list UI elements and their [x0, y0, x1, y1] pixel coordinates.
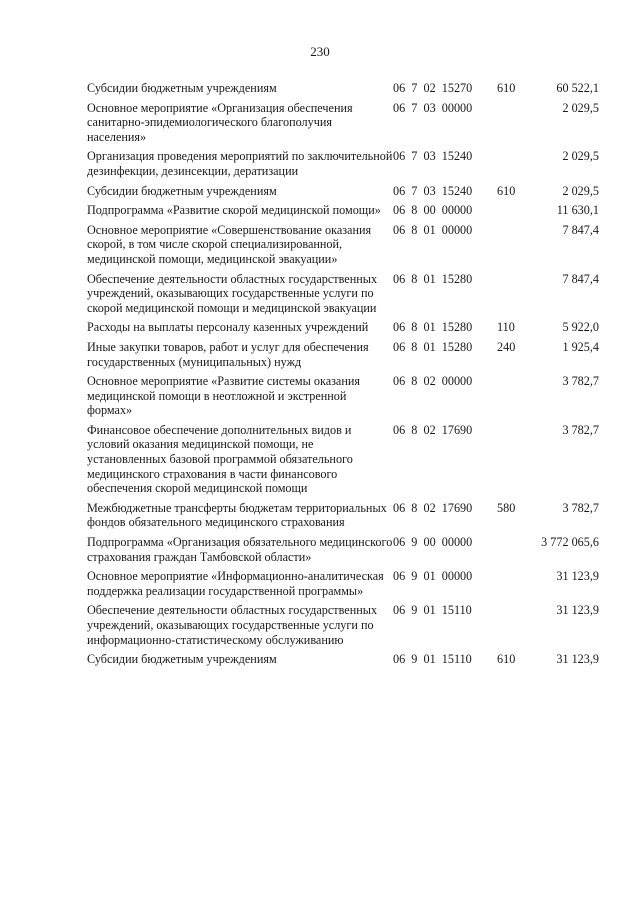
row-name: Основное мероприятие «Развитие системы оказания медицинской помощи в неотложной и экстренной формах» — [87, 374, 360, 418]
row-name: Субсидии бюджетным учреждениям — [87, 652, 277, 667]
row-code: 06 8 00 00000 — [393, 203, 473, 218]
table-row — [87, 320, 599, 335]
row-amount: 3 782,7 — [562, 374, 599, 389]
row-expense-type: 240 — [497, 339, 516, 354]
row-code: 06 7 03 00000 — [393, 100, 473, 115]
row-code: 06 9 00 00000 — [393, 535, 473, 550]
row-code: 06 8 02 00000 — [393, 374, 473, 389]
table-row — [87, 149, 599, 178]
row-code: 06 8 02 17690 — [393, 500, 473, 515]
row-amount: 2 029,5 — [562, 100, 599, 115]
budget-table — [87, 81, 599, 667]
row-code: 06 8 01 15280 — [393, 320, 473, 335]
row-amount: 3 782,7 — [562, 500, 599, 515]
row-expense-type: 610 — [497, 81, 516, 95]
row-amount: 2 029,5 — [562, 183, 599, 198]
row-name: Основное мероприятие «Организация обеспечения санитарно-эпидемиологического благополучия населения» — [87, 100, 353, 144]
row-expense-type — [497, 535, 537, 564]
row-expense-type — [497, 101, 537, 145]
row-code: 06 9 01 15110 — [393, 603, 472, 618]
table-row — [87, 374, 599, 418]
row-expense-type — [497, 603, 537, 647]
row-name: Расходы на выплаты персоналу казенных учреждений — [87, 320, 369, 335]
row-expense-type — [497, 149, 537, 178]
row-code: 06 7 03 15240 — [393, 183, 473, 198]
row-name: Субсидии бюджетным учреждениям — [87, 81, 277, 95]
row-amount: 2 029,5 — [562, 149, 599, 164]
row-expense-type — [497, 203, 537, 218]
budget-table-body — [87, 81, 599, 667]
table-row — [87, 272, 599, 316]
row-expense-type — [497, 374, 537, 418]
row-amount: 31 123,9 — [556, 603, 599, 618]
table-row — [87, 535, 599, 564]
row-code: 06 7 02 15270 — [393, 81, 473, 95]
table-row — [87, 501, 599, 530]
row-name: Иные закупки товаров, работ и услуг для обеспечения государственных (муниципальных) нужд — [87, 339, 369, 369]
table-row — [87, 223, 599, 267]
row-code: 06 8 01 15280 — [393, 271, 473, 286]
table-row — [87, 203, 599, 218]
row-expense-type: 610 — [497, 183, 516, 198]
row-code: 06 8 02 17690 — [393, 422, 473, 437]
row-amount: 7 847,4 — [562, 271, 599, 286]
row-amount: 3 782,7 — [562, 422, 599, 437]
row-amount: 60 522,1 — [556, 81, 599, 95]
row-expense-type — [497, 272, 537, 316]
table-row — [87, 423, 599, 496]
row-name: Межбюджетные трансферты бюджетам территориальных фондов обязательного медицинского страхования — [87, 500, 387, 530]
table-row — [87, 101, 599, 145]
row-expense-type: 110 — [497, 320, 515, 335]
row-amount: 5 922,0 — [562, 320, 599, 335]
row-amount: 11 630,1 — [556, 203, 599, 218]
row-amount: 31 123,9 — [556, 569, 599, 584]
row-code: 06 9 01 00000 — [393, 569, 473, 584]
row-expense-type: 610 — [497, 652, 516, 667]
table-row — [87, 652, 599, 667]
row-name: Организация проведения мероприятий по заключительной дезинфекции, дезинсекции, дератизации — [87, 149, 393, 178]
row-name: Подпрограмма «Развитие скорой медицинской помощи» — [87, 203, 381, 218]
row-name: Обеспечение деятельности областных государственных учреждений, оказывающих государственные услуги по скорой медицинской помощи и медицинской эвакуации — [87, 271, 378, 315]
row-name: Подпрограмма «Организация обязательного медицинского страхования граждан Тамбовской области» — [87, 535, 393, 564]
page-number: 230 — [310, 44, 330, 59]
row-expense-type: 580 — [497, 500, 516, 515]
table-row — [87, 569, 599, 598]
table-row — [87, 340, 599, 369]
table-row — [87, 184, 599, 199]
row-name: Основное мероприятие «Информационно-аналитическая поддержка реализации государственной программы» — [87, 569, 384, 598]
table-row — [87, 603, 599, 647]
row-code: 06 9 01 15110 — [393, 652, 472, 667]
row-code: 06 8 01 00000 — [393, 222, 473, 237]
table-row — [87, 81, 599, 96]
row-name: Обеспечение деятельности областных государственных учреждений, оказывающих государственные услуги по информационно-статистическому обслуживанию — [87, 603, 378, 647]
row-amount: 7 847,4 — [562, 222, 599, 237]
row-amount: 31 123,9 — [556, 652, 599, 667]
row-amount: 1 925,4 — [562, 339, 599, 354]
row-name: Финансовое обеспечение дополнительных видов и условий оказания медицинской помощи, не установленных базовой программой обязательного медицинского страхования в части финансового обеспечения скорой медицинской помощи — [87, 422, 353, 496]
row-code: 06 8 01 15280 — [393, 339, 473, 354]
row-name: Субсидии бюджетным учреждениям — [87, 183, 277, 198]
row-expense-type — [497, 569, 537, 598]
row-amount: 3 772 065,6 — [541, 535, 599, 550]
row-expense-type — [497, 223, 537, 267]
row-name: Основное мероприятие «Совершенствование оказания скорой, в том числе скорой специализированной, медицинской помощи, медицинской эвакуации» — [87, 222, 372, 266]
row-expense-type — [497, 423, 537, 496]
row-code: 06 7 03 15240 — [393, 149, 473, 164]
